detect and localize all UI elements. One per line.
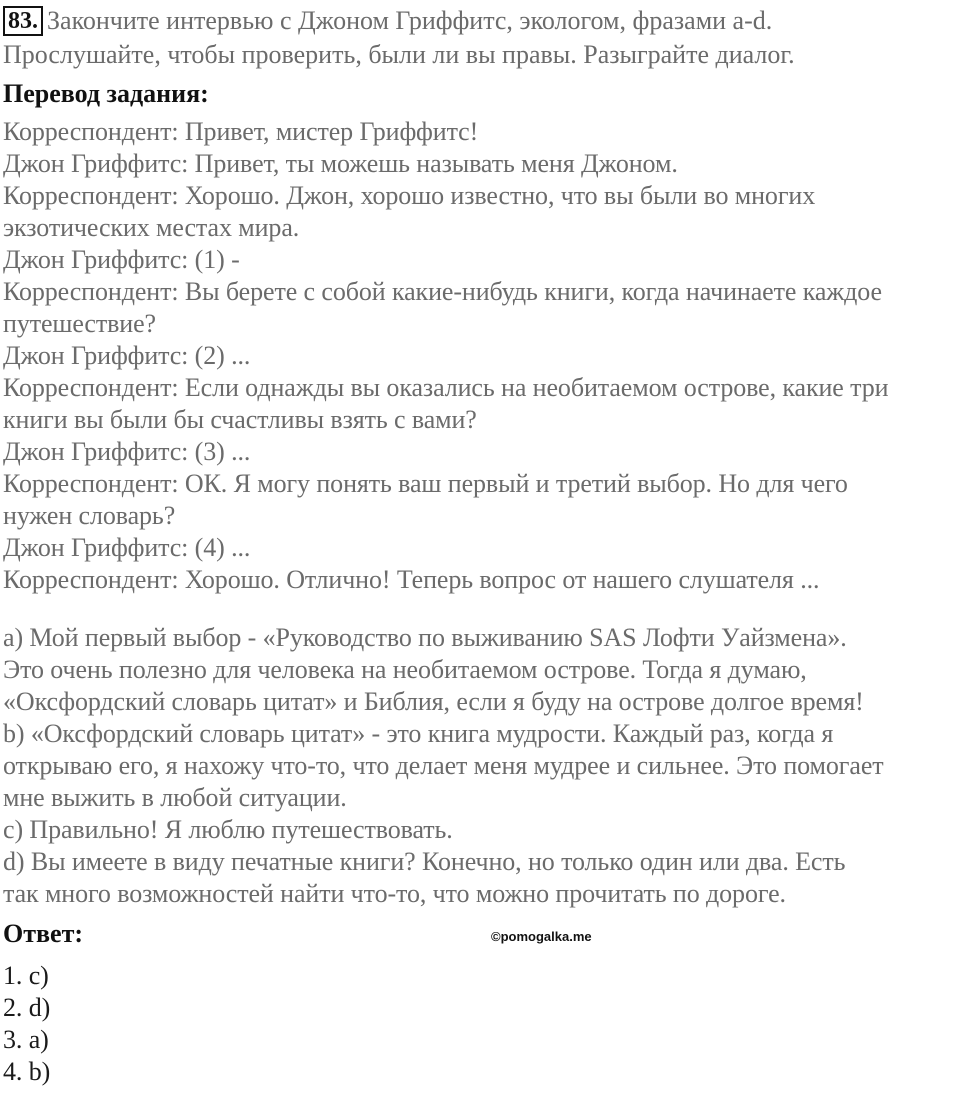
- phrase-line: d) Вы имеете в виду печатные книги? Конечно, но только один или два. Есть: [3, 847, 846, 876]
- phrase-line: a) Мой первый выбор - «Руководство по выживанию SAS Лофти Уайзмена».: [3, 623, 847, 652]
- exercise-page: [3, 4, 957, 1088]
- answer-item: 1. c): [3, 961, 49, 990]
- dialogue-line: книги вы были бы счастливы взять с вами?: [3, 405, 477, 434]
- dialogue-line: Корреспондент: ОК. Я могу понять ваш первый и третий выбор. Но для чего: [3, 469, 848, 498]
- dialogue-line: Корреспондент: Хорошо. Джон, хорошо известно, что вы были во многих: [3, 181, 816, 210]
- task-text-line-1: Закончите интервью с Джоном Гриффитс, экологом, фразами a-d.: [47, 6, 773, 35]
- dialogue-line: нужен словарь?: [3, 501, 176, 530]
- dialogue-line: Джон Гриффитс: (4) ...: [3, 533, 251, 562]
- translation-heading: Перевод задания:: [3, 79, 209, 108]
- answer-item: 2. d): [3, 993, 51, 1022]
- phrases-block: [3, 622, 957, 910]
- phrase-line: «Оксфордский словарь цитат» и Библия, если я буду на острове долгое время!: [3, 687, 864, 716]
- dialogue-line: Джон Гриффитс: (3) ...: [3, 437, 251, 466]
- exercise-number: 83.: [3, 6, 43, 36]
- dialogue-line: Корреспондент: Хорошо. Отлично! Теперь вопрос от нашего слушателя ...: [3, 565, 820, 594]
- dialogue-line: Джон Гриффитс: (1) -: [3, 245, 240, 274]
- phrase-line: открываю его, я нахожу что-то, что делает меня мудрее и сильнее. Это помогает: [3, 751, 884, 780]
- dialogue-block: [3, 116, 957, 596]
- phrase-line: b) «Оксфордский словарь цитат» - это книга мудрости. Каждый раз, когда я: [3, 719, 834, 748]
- phrase-line: Это очень полезно для человека на необитаемом острове. Тогда я думаю,: [3, 655, 807, 684]
- answer-list: [3, 960, 957, 1088]
- watermark-text: ©pomogalka.me: [491, 929, 592, 944]
- answer-heading: Ответ:: [3, 919, 84, 948]
- answer-item: 3. a): [3, 1025, 49, 1054]
- dialogue-line: Джон Гриффитс: Привет, ты можешь называть меня Джоном.: [3, 149, 678, 178]
- dialogue-line: путешествие?: [3, 309, 156, 338]
- phrase-line: c) Правильно! Я люблю путешествовать.: [3, 815, 453, 844]
- task-text-line-2: Прослушайте, чтобы проверить, были ли вы правы. Разыграйте диалог.: [3, 40, 795, 69]
- phrase-line: так много возможностей найти что-то, что можно прочитать по дороге.: [3, 879, 786, 908]
- task-line-1: [3, 4, 957, 38]
- dialogue-line: Корреспондент: Привет, мистер Гриффитс!: [3, 117, 479, 146]
- dialogue-line: экзотических местах мира.: [3, 213, 300, 242]
- answer-item: 4. b): [3, 1057, 51, 1086]
- dialogue-line: Корреспондент: Если однажды вы оказались на необитаемом острове, какие три: [3, 373, 889, 402]
- dialogue-line: Корреспондент: Вы берете с собой какие-нибудь книги, когда начинаете каждое: [3, 277, 882, 306]
- phrase-line: мне выжить в любой ситуации.: [3, 783, 347, 812]
- dialogue-line: Джон Гриффитс: (2) ...: [3, 341, 251, 370]
